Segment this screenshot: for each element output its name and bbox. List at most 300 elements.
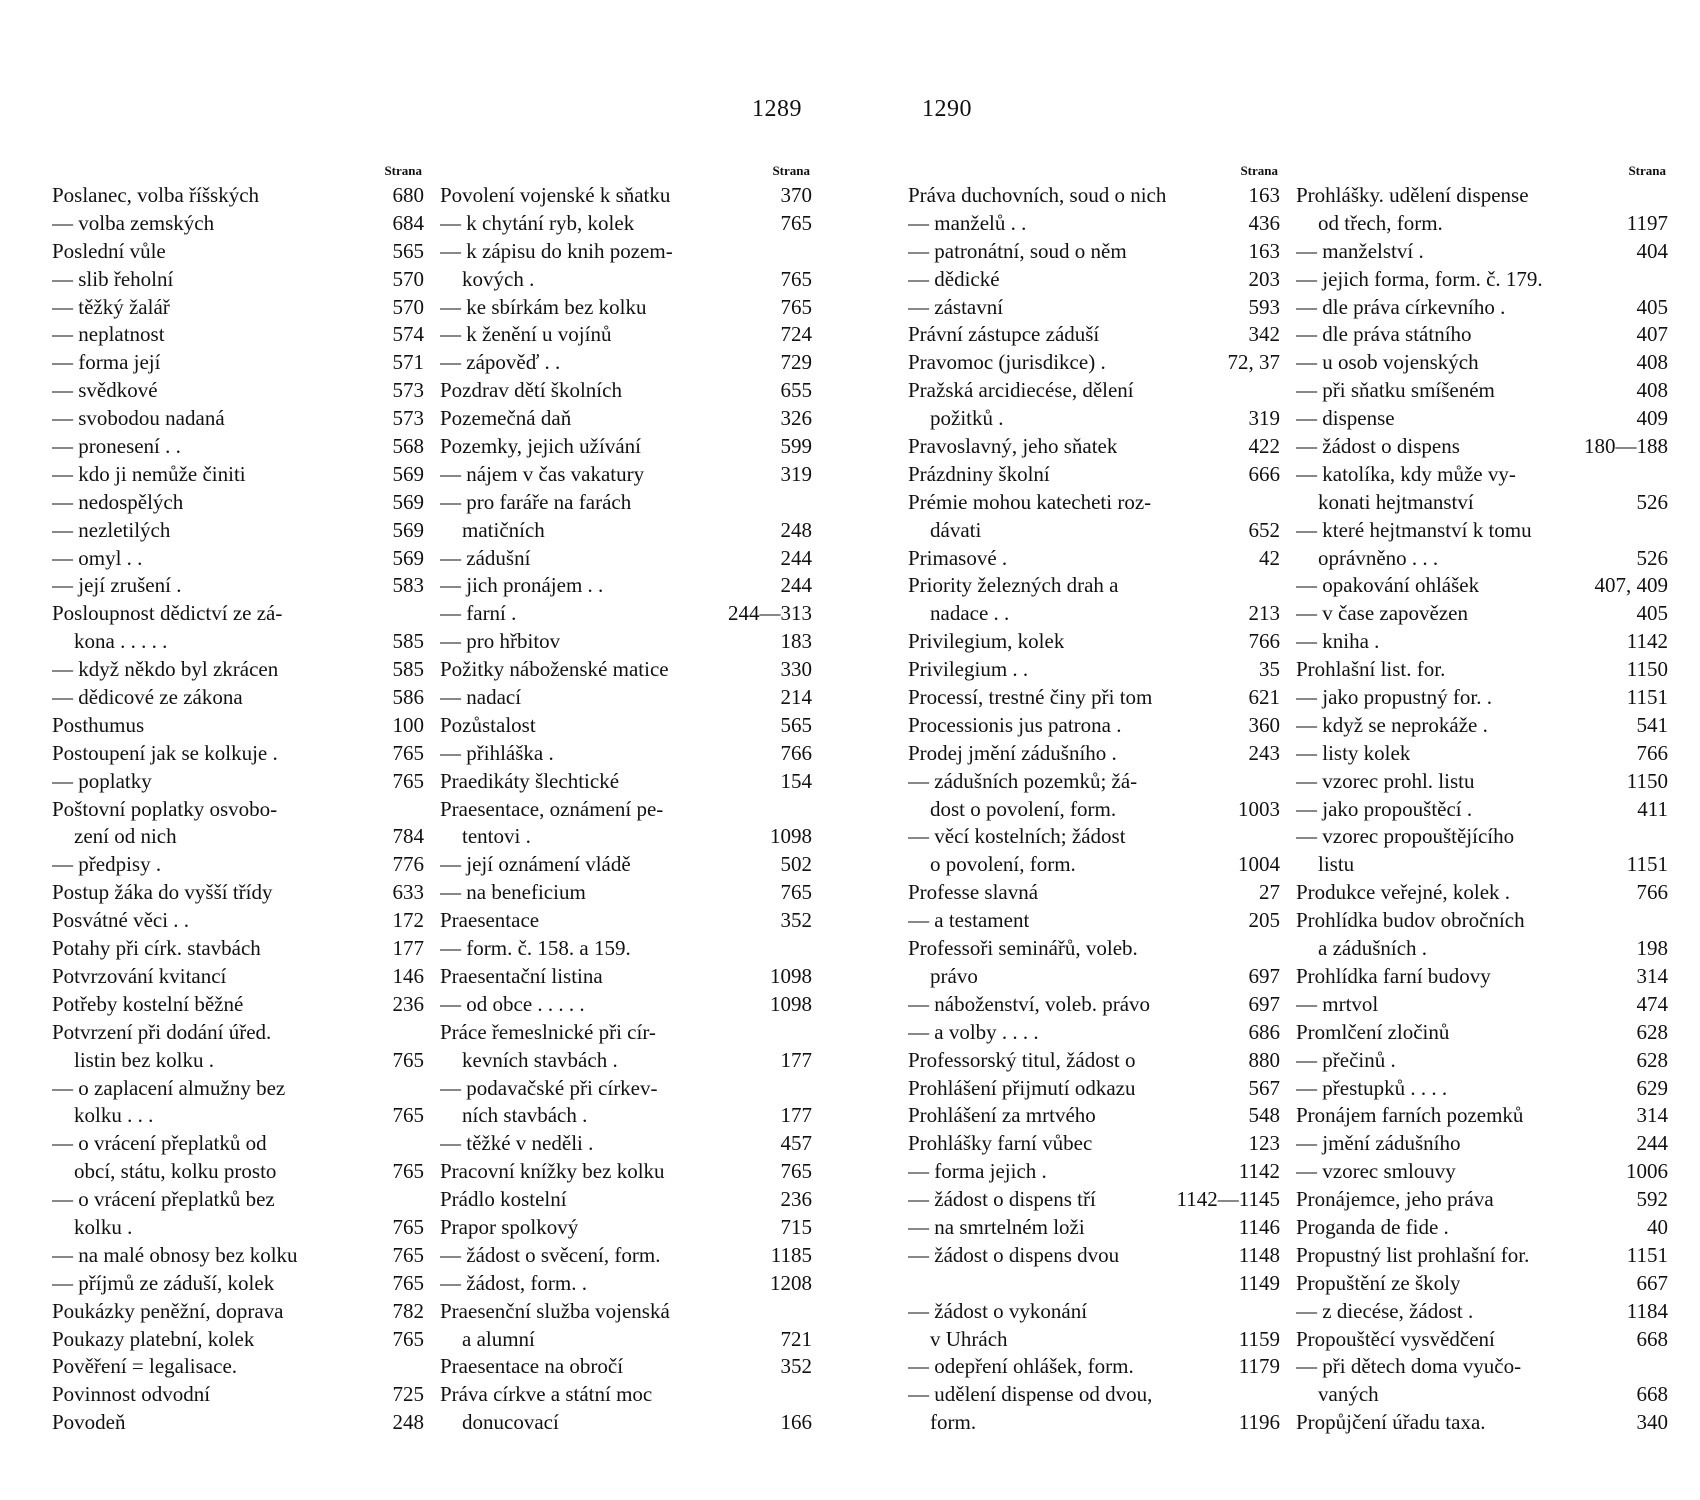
entry-page: 405 [1636,294,1668,319]
index-entry [440,823,812,851]
entry-text: Propouštěcí vysvědčení [1296,1326,1495,1351]
index-entry [908,572,1280,600]
index-entry [440,1130,812,1158]
index-entry [1296,823,1668,851]
index-entry [52,1409,424,1437]
column-header: Strana [1628,163,1666,178]
index-entry [1296,1353,1668,1381]
index-entry [908,823,1280,851]
entry-text: — pronesení . . [52,434,181,459]
index-entry [440,1102,812,1130]
entry-text: — opakování ohlášek [1296,573,1480,598]
entry-text: Prodej jmění zádušního . [908,740,1117,765]
index-entry [440,656,812,684]
entry-text: dávati [930,517,982,542]
index-entry [440,712,812,740]
entry-text: — nadací [440,685,522,710]
entry-text: — patronátní, soud o něm [908,238,1127,263]
entry-page: 244 [1636,1131,1668,1156]
entry-page: 765 [780,294,812,319]
entry-page: 360 [1248,712,1280,737]
index-entry [908,433,1280,461]
entry-text: — žádost o dispens dvou [908,1242,1120,1267]
entry-text: — žádost, form. . [440,1270,587,1295]
entry-text: — a testament [908,908,1030,933]
index-entry [440,1158,812,1186]
entry-text: Professorský titul, žádost o [908,1047,1136,1072]
entry-text: zení od nich [74,824,177,849]
index-entry [908,1409,1280,1437]
entry-text: kolku . [74,1214,133,1239]
entry-text: Prohlášení za mrtvého [908,1103,1096,1128]
entry-page: 571 [392,350,424,375]
entry-page: 35 [1259,657,1280,682]
entry-text: — vzorec smlouvy [1296,1159,1456,1184]
entry-text: Prohlídka farní budovy [1296,963,1491,988]
entry-text: — volba zemských [52,210,215,235]
entry-page: 177 [780,1047,812,1072]
entry-text: — neplatnost [52,322,165,347]
entry-page: 765 [392,1103,424,1128]
index-entry [52,991,424,1019]
entry-text: — a volby . . . . [908,1019,1039,1044]
index-entry [908,349,1280,377]
index-entry [908,991,1280,1019]
index-entry [440,1075,812,1103]
entry-page: 765 [392,1047,424,1072]
entry-page: 243 [1248,740,1280,765]
entry-page: 1098 [770,824,812,849]
entry-text: Privilegium . . [908,657,1029,682]
entry-text: — podavačské při církev- [440,1075,658,1100]
index-entry [908,210,1280,238]
index-entry [1296,461,1668,489]
index-entry [440,349,812,377]
entry-page: 407 [1636,322,1668,347]
index-entry [1296,656,1668,684]
index-entry [52,294,424,322]
entry-page: 592 [1636,1187,1668,1212]
entry-text: Processionis jus patrona . [908,712,1122,737]
entry-page: 330 [780,657,812,682]
entry-text: — jejich forma, form. č. 179. [1296,266,1543,291]
entry-text: Produkce veřejné, kolek . [1296,880,1511,905]
entry-page: 724 [780,322,812,347]
entry-page: 1149 [1238,1270,1280,1295]
index-entry [908,1019,1280,1047]
entry-text: Prohlášky. udělení dispense [1296,183,1529,207]
index-entry [52,1158,424,1186]
index-entry [1296,1075,1668,1103]
entry-text: — žádost o vykonání [908,1298,1088,1323]
entry-text: Proganda de fide . [1296,1214,1449,1239]
entry-page: 183 [780,629,812,654]
index-entry [440,740,812,768]
entry-page: 436 [1248,210,1280,235]
index-entry [52,879,424,907]
entry-text: — pro hřbitov [440,629,561,654]
entry-text: Propůjčení úřadu taxa. [1296,1410,1486,1435]
entry-page: 765 [392,1242,424,1267]
entry-text: — jako propustný for. . [1296,685,1492,710]
entry-text: Povolení vojenské k sňatku [440,183,671,207]
entry-text: Pracovní knížky bez kolku [440,1159,665,1184]
entry-page: 409 [1636,406,1668,431]
index-entry [440,991,812,1019]
entry-text: Postoupení jak se kolkuje . [52,740,278,765]
entry-page: 782 [392,1298,424,1323]
page-number-right: 1290 [922,96,972,122]
index-entry [440,517,812,545]
index-entry [1296,1186,1668,1214]
entry-text: listin bez kolku . [74,1047,214,1072]
entry-text: Primasové . [908,545,1008,570]
entry-page: 1208 [770,1270,812,1295]
entry-text: — dědicové ze zákona [52,685,243,710]
index-entry [440,1047,812,1075]
entry-text: matičních [462,517,545,542]
entry-text: Professe slavná [908,880,1039,905]
entry-page: 319 [780,461,812,486]
entry-page: 765 [392,1326,424,1351]
entry-page: 565 [780,712,812,737]
index-entry [1296,489,1668,517]
entry-page: 370 [780,183,812,207]
entry-text: Pozůstalost [440,712,536,737]
entry-text: nadace . . [930,601,1010,626]
index-column-1 [52,160,424,1437]
index-entry [440,1381,812,1409]
index-entry [908,879,1280,907]
index-entry [1296,935,1668,963]
entry-page: 725 [392,1382,424,1407]
index-entry [1296,1326,1668,1354]
entry-text: Prémie mohou katecheti roz- [908,489,1152,514]
entry-text: — katolíka, kdy může vy- [1296,461,1516,486]
index-entry [908,405,1280,433]
entry-text: Priority železných drah a [908,573,1119,598]
entry-page: 1151 [1626,1242,1668,1267]
index-entry [908,1102,1280,1130]
index-entry [440,600,812,628]
entry-text: — od obce . . . . . [440,991,585,1016]
index-entry [52,1326,424,1354]
entry-text: — když někdo byl zkrácen [52,657,279,682]
index-entry [440,768,812,796]
entry-page: 765 [392,1159,424,1184]
entry-text: — svobodou nadaná [52,406,225,431]
index-entry [52,238,424,266]
entry-text: kona . . . . . [74,629,168,654]
entry-text: Pozemečná daň [440,406,572,431]
index-entry [1296,991,1668,1019]
index-entry [52,377,424,405]
index-entry [52,796,424,824]
entry-text: — její zrušení . [52,573,182,598]
entry-page: 729 [780,350,812,375]
entry-page: 766 [780,740,812,765]
entry-text: — slib řeholní [52,266,174,291]
index-entry [908,1047,1280,1075]
entry-text: — žádost o svěcení, form. [440,1242,661,1267]
entry-text: od třech, form. [1318,210,1443,235]
index-entry [1296,851,1668,879]
entry-page: 1159 [1238,1326,1280,1351]
entry-text: Povodeň [52,1410,126,1435]
entry-page: 586 [392,685,424,710]
entry-text: — nedospělých [52,489,184,514]
entry-text: — dispense [1296,406,1395,431]
index-entry [52,963,424,991]
entry-text: form. [930,1410,977,1435]
entry-page: 474 [1636,991,1668,1016]
entry-text: — na malé obnosy bez kolku [52,1242,298,1267]
entry-text: — příjmů ze záduší, kolek [52,1270,275,1295]
entry-text: — zádušních pozemků; žá- [908,768,1138,793]
index-entry [440,210,812,238]
index-entry [908,628,1280,656]
entry-page: 314 [1636,1103,1668,1128]
index-entry [440,851,812,879]
entry-text: — když se neprokáže . [1296,712,1488,737]
entry-page: 766 [1636,740,1668,765]
index-entry [52,433,424,461]
index-entry [908,266,1280,294]
index-entry [1296,349,1668,377]
index-entry [52,1270,424,1298]
entry-page: 599 [780,434,812,459]
entry-page: 1146 [1238,1214,1280,1239]
entry-text: — vzorec prohl. listu [1296,768,1475,793]
index-entry [52,461,424,489]
entry-text: tentovi . [462,824,531,849]
entry-text: — pro faráře na farách [440,489,632,514]
entry-text: — na smrtelném loži [908,1214,1085,1239]
entry-page: 565 [392,238,424,263]
entry-page: 1003 [1238,796,1280,821]
entry-page: 1151 [1626,685,1668,710]
entry-page: 411 [1637,796,1668,821]
entry-text: požitků . [930,406,1004,431]
entry-page: 352 [780,1354,812,1379]
entry-text: obcí, státu, kolku prosto [74,1159,277,1184]
index-entry [908,1158,1280,1186]
entry-page: 198 [1636,936,1668,961]
entry-text: Požitky náboženské matice [440,657,669,682]
entry-text: Povinnost odvodní [52,1382,211,1407]
entry-page: 666 [1248,461,1280,486]
entry-text: právo [930,963,978,988]
entry-page: 765 [392,740,424,765]
column-header: Strana [772,163,810,178]
entry-text: Prohlášení přijmutí odkazu [908,1075,1136,1100]
index-entry [52,545,424,573]
entry-page: 163 [1248,183,1280,207]
entry-page: 721 [780,1326,812,1351]
entry-page: 715 [780,1214,812,1239]
entry-page: 342 [1248,322,1280,347]
index-entry [908,740,1280,768]
index-entry [1296,1102,1668,1130]
entry-page: 680 [392,183,424,207]
entry-text: — náboženství, voleb. právo [908,991,1151,1016]
index-entry [52,517,424,545]
entry-text: donucovací [462,1410,559,1435]
entry-page: 765 [780,266,812,291]
entry-page: 100 [392,712,424,737]
entry-text: Privilegium, kolek [908,629,1065,654]
index-entry [52,489,424,517]
entry-page: 314 [1636,963,1668,988]
entry-page: 776 [392,852,424,877]
entry-text: — kdo ji nemůže činiti [52,461,246,486]
index-entry [440,684,812,712]
index-entry [52,1381,424,1409]
index-entry [1296,182,1668,210]
index-entry [1296,1298,1668,1326]
index-entry [1296,600,1668,628]
entry-page: 407, 409 [1594,573,1668,598]
entry-text: — dědické [908,266,1000,291]
entry-page: 697 [1248,963,1280,988]
entry-text: Pronájemce, jeho práva [1296,1187,1494,1212]
entry-text: dost o povolení, form. [930,796,1117,821]
index-entry [1296,1270,1668,1298]
entry-text: Potvrzení při dodání úřed. [52,1019,272,1044]
entry-text: — poplatky [52,768,152,793]
entry-page: 548 [1248,1103,1280,1128]
entry-text: — přestupků . . . . [1296,1075,1448,1100]
entry-page: 585 [392,657,424,682]
entry-text: — přihláška . [440,740,554,765]
entry-text: — přečinů . [1296,1047,1396,1072]
index-entry [52,1047,424,1075]
index-entry [52,851,424,879]
index-entry [52,935,424,963]
entry-text: Pravoslavný, jeho sňatek [908,434,1118,459]
index-entry [52,1130,424,1158]
entry-page: 573 [392,378,424,403]
index-entry [1296,879,1668,907]
entry-text: kolku . . . [74,1103,154,1128]
entry-page: 1179 [1238,1354,1280,1379]
index-entry [1296,238,1668,266]
entry-page: 408 [1636,378,1668,403]
entry-page: 319 [1248,406,1280,431]
entry-text: — dle práva církevního . [1296,294,1506,319]
entry-text: Prohlašní list. for. [1296,657,1446,682]
entry-text: — nezletilých [52,517,171,542]
index-entry [52,740,424,768]
index-entry [908,1242,1280,1270]
entry-text: oprávněno . . . [1318,545,1439,570]
index-entry [440,963,812,991]
entry-text: — předpisy . [52,852,162,877]
entry-text: — forma jejich . [908,1159,1047,1184]
index-entry [52,572,424,600]
entry-text: Praesentační listina [440,963,603,988]
index-entry [908,545,1280,573]
entry-text: Praesentace [440,908,540,933]
entry-text: Praesentace, oznámení pe- [440,796,664,821]
entry-page: 633 [392,880,424,905]
index-entry [440,461,812,489]
entry-text: Pověření = legalisace. [52,1354,238,1379]
entry-text: o povolení, form. [930,852,1076,877]
index-entry [908,656,1280,684]
entry-text: Promlčení zločinů [1296,1019,1450,1044]
entry-page: 568 [392,434,424,459]
entry-page: 457 [780,1131,812,1156]
index-entry [908,768,1280,796]
index-entry [440,1298,812,1326]
entry-text: Posvátné věci . . [52,908,190,933]
entry-page: 628 [1636,1019,1668,1044]
entry-page: 404 [1636,238,1668,263]
entry-page: 574 [392,322,424,347]
index-entry [908,851,1280,879]
entry-page: 1197 [1626,210,1668,235]
entry-text: — forma její [52,350,161,375]
entry-page: 765 [780,1159,812,1184]
entry-text: — v čase zapovězen [1296,601,1468,626]
entry-text: Postup žáka do vyšší třídy [52,880,273,905]
index-entry [1296,1381,1668,1409]
index-entry [52,823,424,851]
index-entry [440,1270,812,1298]
index-entry [52,1298,424,1326]
entry-page: 42 [1259,545,1280,570]
entry-text: Pravomoc (jurisdikce) . [908,350,1106,375]
entry-page: 248 [392,1410,424,1435]
index-entry [908,712,1280,740]
entry-text: — form. č. 158. a 159. [440,936,631,961]
entry-page: 541 [1636,712,1668,737]
entry-page: 667 [1636,1270,1668,1295]
index-entry [908,684,1280,712]
index-entry [1296,963,1668,991]
entry-text: Poukazy platební, kolek [52,1326,255,1351]
entry-page: 880 [1248,1047,1280,1072]
entry-text: a zádušních . [1318,936,1428,961]
entry-text: — zástavní [908,294,1004,319]
entry-page: 205 [1248,908,1280,933]
entry-text: — z diecése, žádost . [1296,1298,1474,1323]
entry-page: 1150 [1626,657,1668,682]
index-entry [440,238,812,266]
index-entry [52,1102,424,1130]
entry-text: Poslední vůle [52,238,166,263]
index-entry [440,1214,812,1242]
entry-text: Praedikáty šlechtické [440,768,620,793]
index-entry [1296,740,1668,768]
entry-text: Potvrzování kvitancí [52,963,227,988]
entry-text: Posthumus [52,712,145,737]
index-entry [1296,405,1668,433]
index-entry [440,545,812,573]
entry-page: 72, 37 [1227,350,1280,375]
entry-text: — jako propouštěcí . [1296,796,1473,821]
index-entry [52,321,424,349]
entry-page: 784 [392,824,424,849]
index-entry [1296,572,1668,600]
index-entry [440,935,812,963]
entry-page: 655 [780,378,812,403]
entry-page: 1148 [1238,1242,1280,1267]
index-entry [440,266,812,294]
index-entry [440,182,812,210]
entry-page: 40 [1647,1214,1668,1239]
